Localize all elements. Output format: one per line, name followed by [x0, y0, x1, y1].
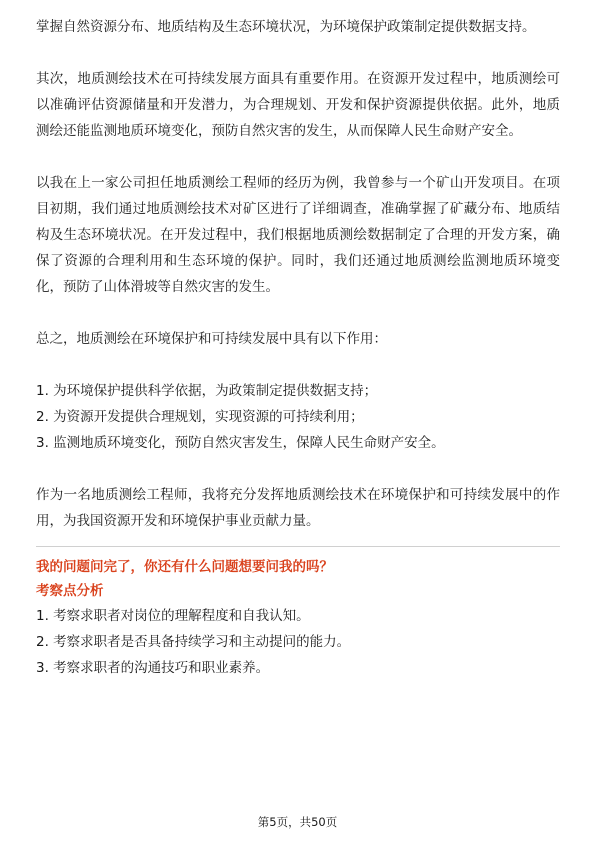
document-body	[36, 14, 560, 681]
paragraph-continuation: 掌握自然资源分布、地质结构及生态环境状况，为环境保护政策制定提供数据支持。	[36, 19, 536, 35]
role-list	[36, 378, 560, 456]
analysis-list	[36, 603, 560, 681]
spacer	[36, 40, 560, 66]
list-item: 1. 为环境保护提供科学依据，为政策制定提供数据支持；	[36, 383, 378, 399]
paragraph-summary: 总之，地质测绘在环境保护和可持续发展中具有以下作用：	[36, 331, 387, 347]
analysis-item: 3. 考察求职者的沟通技巧和职业素养。	[36, 660, 270, 676]
spacer	[36, 144, 560, 170]
paragraph-sustainability: 其次，地质测绘技术在可持续发展方面具有重要作用。在资源开发过程中，地质测绘可以准确评估资源储量和开发潜力，为合理规划、开发和保护资源提供依据。此外，地质测绘还能监测地质环境变化，预防自然灾害的发生，从而保障人民生命财产安全。	[36, 71, 560, 139]
spacer	[36, 456, 560, 482]
analysis-item: 1. 考察求职者对岗位的理解程度和自我认知。	[36, 608, 310, 624]
spacer	[36, 352, 560, 378]
spacer	[36, 300, 560, 326]
page-footer: 第5页，共50页	[257, 815, 338, 829]
analysis-heading: 考察点分析	[36, 583, 104, 599]
paragraph-experience: 以我在上一家公司担任地质测绘工程师的经历为例，我曾参与一个矿山开发项目。在项目初期，我们通过地质测绘技术对矿区进行了详细调查，准确掌握了矿藏分布、地质结构及生态环境状况。在开发过程中，我们根据地质测绘数据制定了合理的开发方案，确保了资源的合理利用和生态环境的保护。同时，我们还通过地质测绘监测地质环境变化，预防了山体滑坡等自然灾害的发生。	[36, 175, 560, 295]
section-divider	[36, 546, 560, 547]
list-item: 2. 为资源开发提供合理规划，实现资源的可持续利用；	[36, 409, 364, 425]
list-item: 3. 监测地质环境变化，预防自然灾害发生，保障人民生命财产安全。	[36, 435, 445, 451]
analysis-item: 2. 考察求职者是否具备持续学习和主动提问的能力。	[36, 634, 351, 650]
paragraph-closing: 作为一名地质测绘工程师，我将充分发挥地质测绘技术在环境保护和可持续发展中的作用，为我国资源开发和环境保护事业贡献力量。	[36, 487, 560, 529]
interview-question: 我的问题问完了，你还有什么问题想要问我的吗？	[36, 559, 333, 575]
